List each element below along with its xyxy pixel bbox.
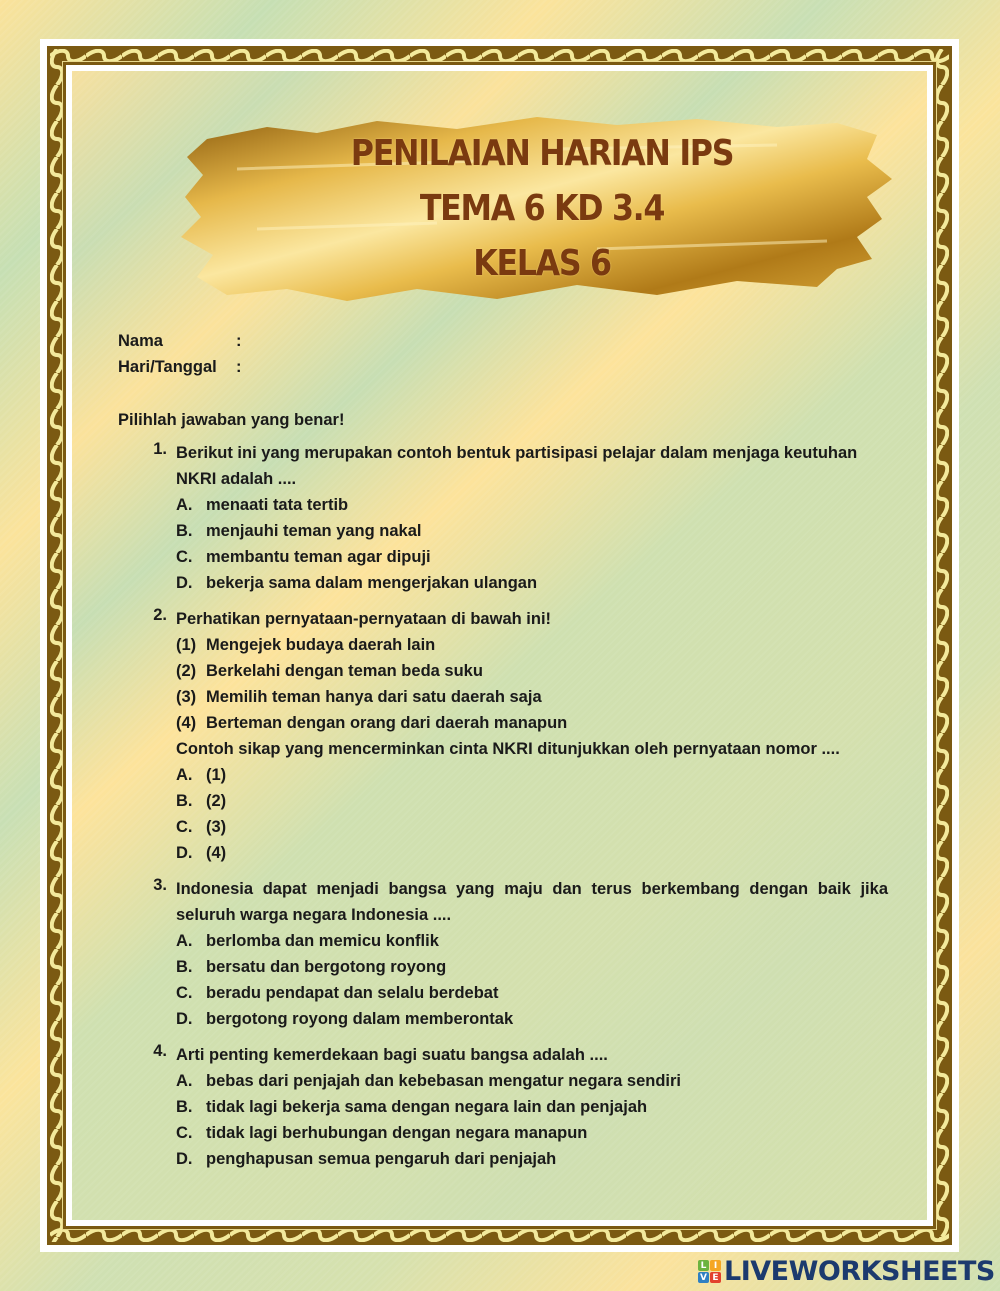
question-number: 3.: [153, 876, 167, 894]
option-a[interactable]: A. berlomba dan memicu konflik: [176, 932, 439, 950]
question-3: [118, 876, 888, 1032]
option-a[interactable]: A. bebas dari penjajah dan kebebasan mengatur negara sendiri: [176, 1072, 681, 1090]
title-line-2: TEMA 6 KD 3.4: [419, 187, 665, 229]
option-d[interactable]: D. bergotong royong dalam memberontak: [176, 1010, 514, 1028]
title-line-3: KELAS 6: [473, 242, 611, 284]
option-a[interactable]: A. menaati tata tertib: [176, 496, 349, 514]
option-c[interactable]: C. beradu pendapat dan selalu berdebat: [176, 984, 499, 1002]
worksheet-content: [118, 328, 888, 1182]
frame-wave-bottom: [50, 1228, 949, 1242]
question-list: [118, 440, 888, 1172]
question-stem: Perhatikan pernyataan-pernyataan di bawah ini!: [176, 610, 552, 628]
statement-1: (1) Mengejek budaya daerah lain: [176, 636, 436, 654]
question-prompt: Contoh sikap yang mencerminkan cinta NKRI ditunjukkan oleh pernyataan nomor ....: [176, 740, 840, 758]
option-d[interactable]: D. bekerja sama dalam mengerjakan ulangan: [176, 574, 538, 592]
option-d[interactable]: D. (4): [176, 844, 227, 862]
question-number: 4.: [153, 1042, 167, 1060]
option-b[interactable]: B. menjauhi teman yang nakal: [176, 522, 422, 540]
option-d[interactable]: D. penghapusan semua pengaruh dari penjajah: [176, 1150, 557, 1168]
statement-4: (4) Berteman dengan orang dari daerah manapun: [176, 714, 568, 732]
date-field[interactable]: [118, 354, 888, 380]
worksheet-title: [221, 109, 863, 307]
question-stem: Arti penting kemerdekaan bagi suatu bangsa adalah ....: [176, 1046, 608, 1064]
name-field[interactable]: [118, 328, 888, 354]
date-colon: :: [236, 358, 242, 376]
question-2: [118, 606, 888, 866]
date-label: Hari/Tanggal: [118, 358, 217, 376]
question-number: 1.: [153, 440, 167, 458]
liveworksheets-watermark[interactable]: [698, 1256, 995, 1287]
watermark-text: LIVEWORKSHEETS: [724, 1256, 995, 1287]
question-1: [118, 440, 888, 596]
option-b[interactable]: B. bersatu dan bergotong royong: [176, 958, 447, 976]
question-stem: Indonesia dapat menjadi bangsa yang maju dan terus berkembang dengan baik jika seluruh warga negara Indonesia ....: [176, 880, 888, 924]
question-4: [118, 1042, 888, 1172]
option-a[interactable]: A. (1): [176, 766, 227, 784]
question-stem: Berikut ini yang merupakan contoh bentuk partisipasi pelajar dalam menjaga keutuhan NKRI adalah ....: [176, 444, 858, 488]
name-colon: :: [236, 332, 242, 350]
statement-2: (2) Berkelahi dengan teman beda suku: [176, 662, 483, 680]
name-label: Nama: [118, 332, 163, 350]
option-b[interactable]: B. (2): [176, 792, 227, 810]
worksheet-page: [72, 71, 927, 1220]
option-c[interactable]: C. tidak lagi berhubungan dengan negara manapun: [176, 1124, 588, 1142]
frame-wave-right: [935, 49, 949, 1242]
question-number: 2.: [153, 606, 167, 624]
option-c[interactable]: C. (3): [176, 818, 227, 836]
option-c[interactable]: C. membantu teman agar dipuji: [176, 548, 431, 566]
liveworksheets-logo-icon: L I V E: [698, 1260, 721, 1283]
option-b[interactable]: B. tidak lagi bekerja sama dengan negara lain dan penjajah: [176, 1098, 648, 1116]
statement-3: (3) Memilih teman hanya dari satu daerah saja: [176, 688, 542, 706]
instruction: Pilihlah jawaban yang benar!: [118, 411, 345, 429]
title-line-1: PENILAIAN HARIAN IPS: [350, 132, 734, 174]
